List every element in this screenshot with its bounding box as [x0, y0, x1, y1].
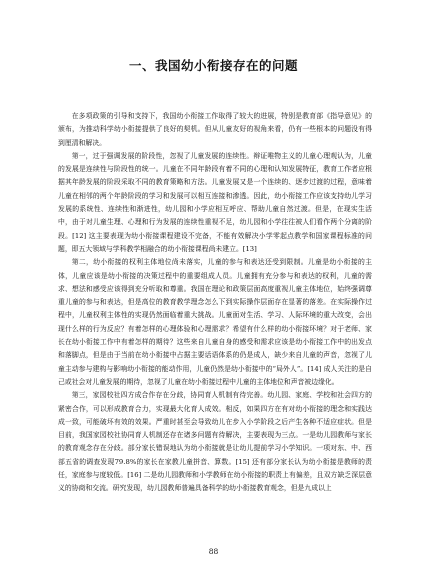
paragraph-intro: 在多项政策的引导和支持下，我国幼小衔接工作取得了较大的进展，特别是教育部《指导意见》的颁布，为推动科学幼小衔接提供了良好的契机。但从儿童友好的视角来看，仍有一些根本的问题没有得到厘清和解决。 — [58, 112, 372, 147]
paragraph-second-issue: 第二，幼小衔接的权利主体地位尚未落实，儿童的参与和表达还受到限制。儿童是幼小衔接的主体，儿童应该是幼小衔接的决策过程中的重要组成人员。儿童拥有充分参与和表达的权利，儿童的需求、想法和感受应该得到充分听取和尊重。我国在理论和政策层面高度重视儿童主体地位，始终强调尊重儿童的参与和表达，但是高位的教育教学理念怎么下到实际操作层面存在显著的落差。在实际操作过程中，儿童权利主体性的实现仍然面临着重大挑战。儿童面对生活、学习、人际环境的重大改变，会出现什么样的行为反应？有着怎样的心理体验和心理需求？希望有什么样的幼小衔接环境？对于老师、家长在幼小衔接工作中有着怎样的期待？这些来自儿童自身的感受和需求应该是幼小衔接工作中的出发点和落脚点，但是由于当前在幼小衔接中占据主要话语体系的仍是成人，缺少来自儿童的声音，忽视了儿童主动参与建构与影响幼小衔接的能动作用，儿童仍然是幼小衔接中的“局外人”。[14] 成人关注的是自己或社会对儿童发展的期待，忽视了儿童在幼小衔接过程中儿童的主体地位和声音被边缘化。 — [58, 258, 372, 386]
paragraph-first-issue: 第一，过于强调发展的阶段性，忽视了儿童发展的连续性。辩证唯物主义的儿童心理观认为，儿童的发展是连续性与阶段性的统一。儿童在不同年龄段有着不同的心理和认知发展特征，教育工作者应根据其年龄发展的阶段采取不同的教育策略和方法。儿童发展又是一个连续的、逐步过渡的过程，意味着儿童在相邻的两个年龄阶段的学习和发展可以相互连接和渗透。因此，幼小衔接工作应该支持幼儿学习发展的系统性、连续性和渐进性，幼儿园和小学应相互呼应、帮助儿童自然过渡。但是，在现实生活中，由于对儿童生理、心理和行为发展的连续性重视不足，幼儿园和小学往往被人们看作两个分离的阶段。[12] 这主要表现为幼小衔接课程建设不完备，不能有效解决小学零起点教学和国家课程标准的问题，即五大领域与学科教学相融合的幼小衔接课程尚未建立。[13] — [58, 151, 372, 253]
page-number: 88 — [208, 547, 219, 556]
section-title: 一、我国幼小衔接存在的问题 — [128, 58, 298, 73]
paragraph-third-issue: 第三，家园校社四方成合作存在分歧，协同育人机制有待完善。幼儿园、家庭、学校和社会四方的紧密合作，可以形成教育合力，实现最大化育人成效。相反，如果四方在有对幼小衔接的理念和实践达成一致，可能破坏有效的效果。严重时甚至会导致幼儿在步入小学阶段之后产生各种不适应症状。但是目前，我国家园校社协同育人机制还存在诸多问题有待解决，主要表现为三点。一是幼儿园教师与家长的教育观念存在分歧。部分家长错误地认为幼小衔接就是让幼儿提前学习小学知识。一项对东、中、西部五省的调查发现79.8%的家长在家教儿童拼音、算数。[15] 还有部分家长认为幼小衔接是教师的责任，家庭参与度较低。[16] 二是幼儿园教师和小学教师在幼小衔接的职责上有偏差，且双方缺乏深层意义的协商和交流。研究发现，幼儿园教师普遍具备科学的幼小衔接教育观念，但是九成以上 — [58, 391, 372, 493]
body-text — [58, 110, 372, 496]
